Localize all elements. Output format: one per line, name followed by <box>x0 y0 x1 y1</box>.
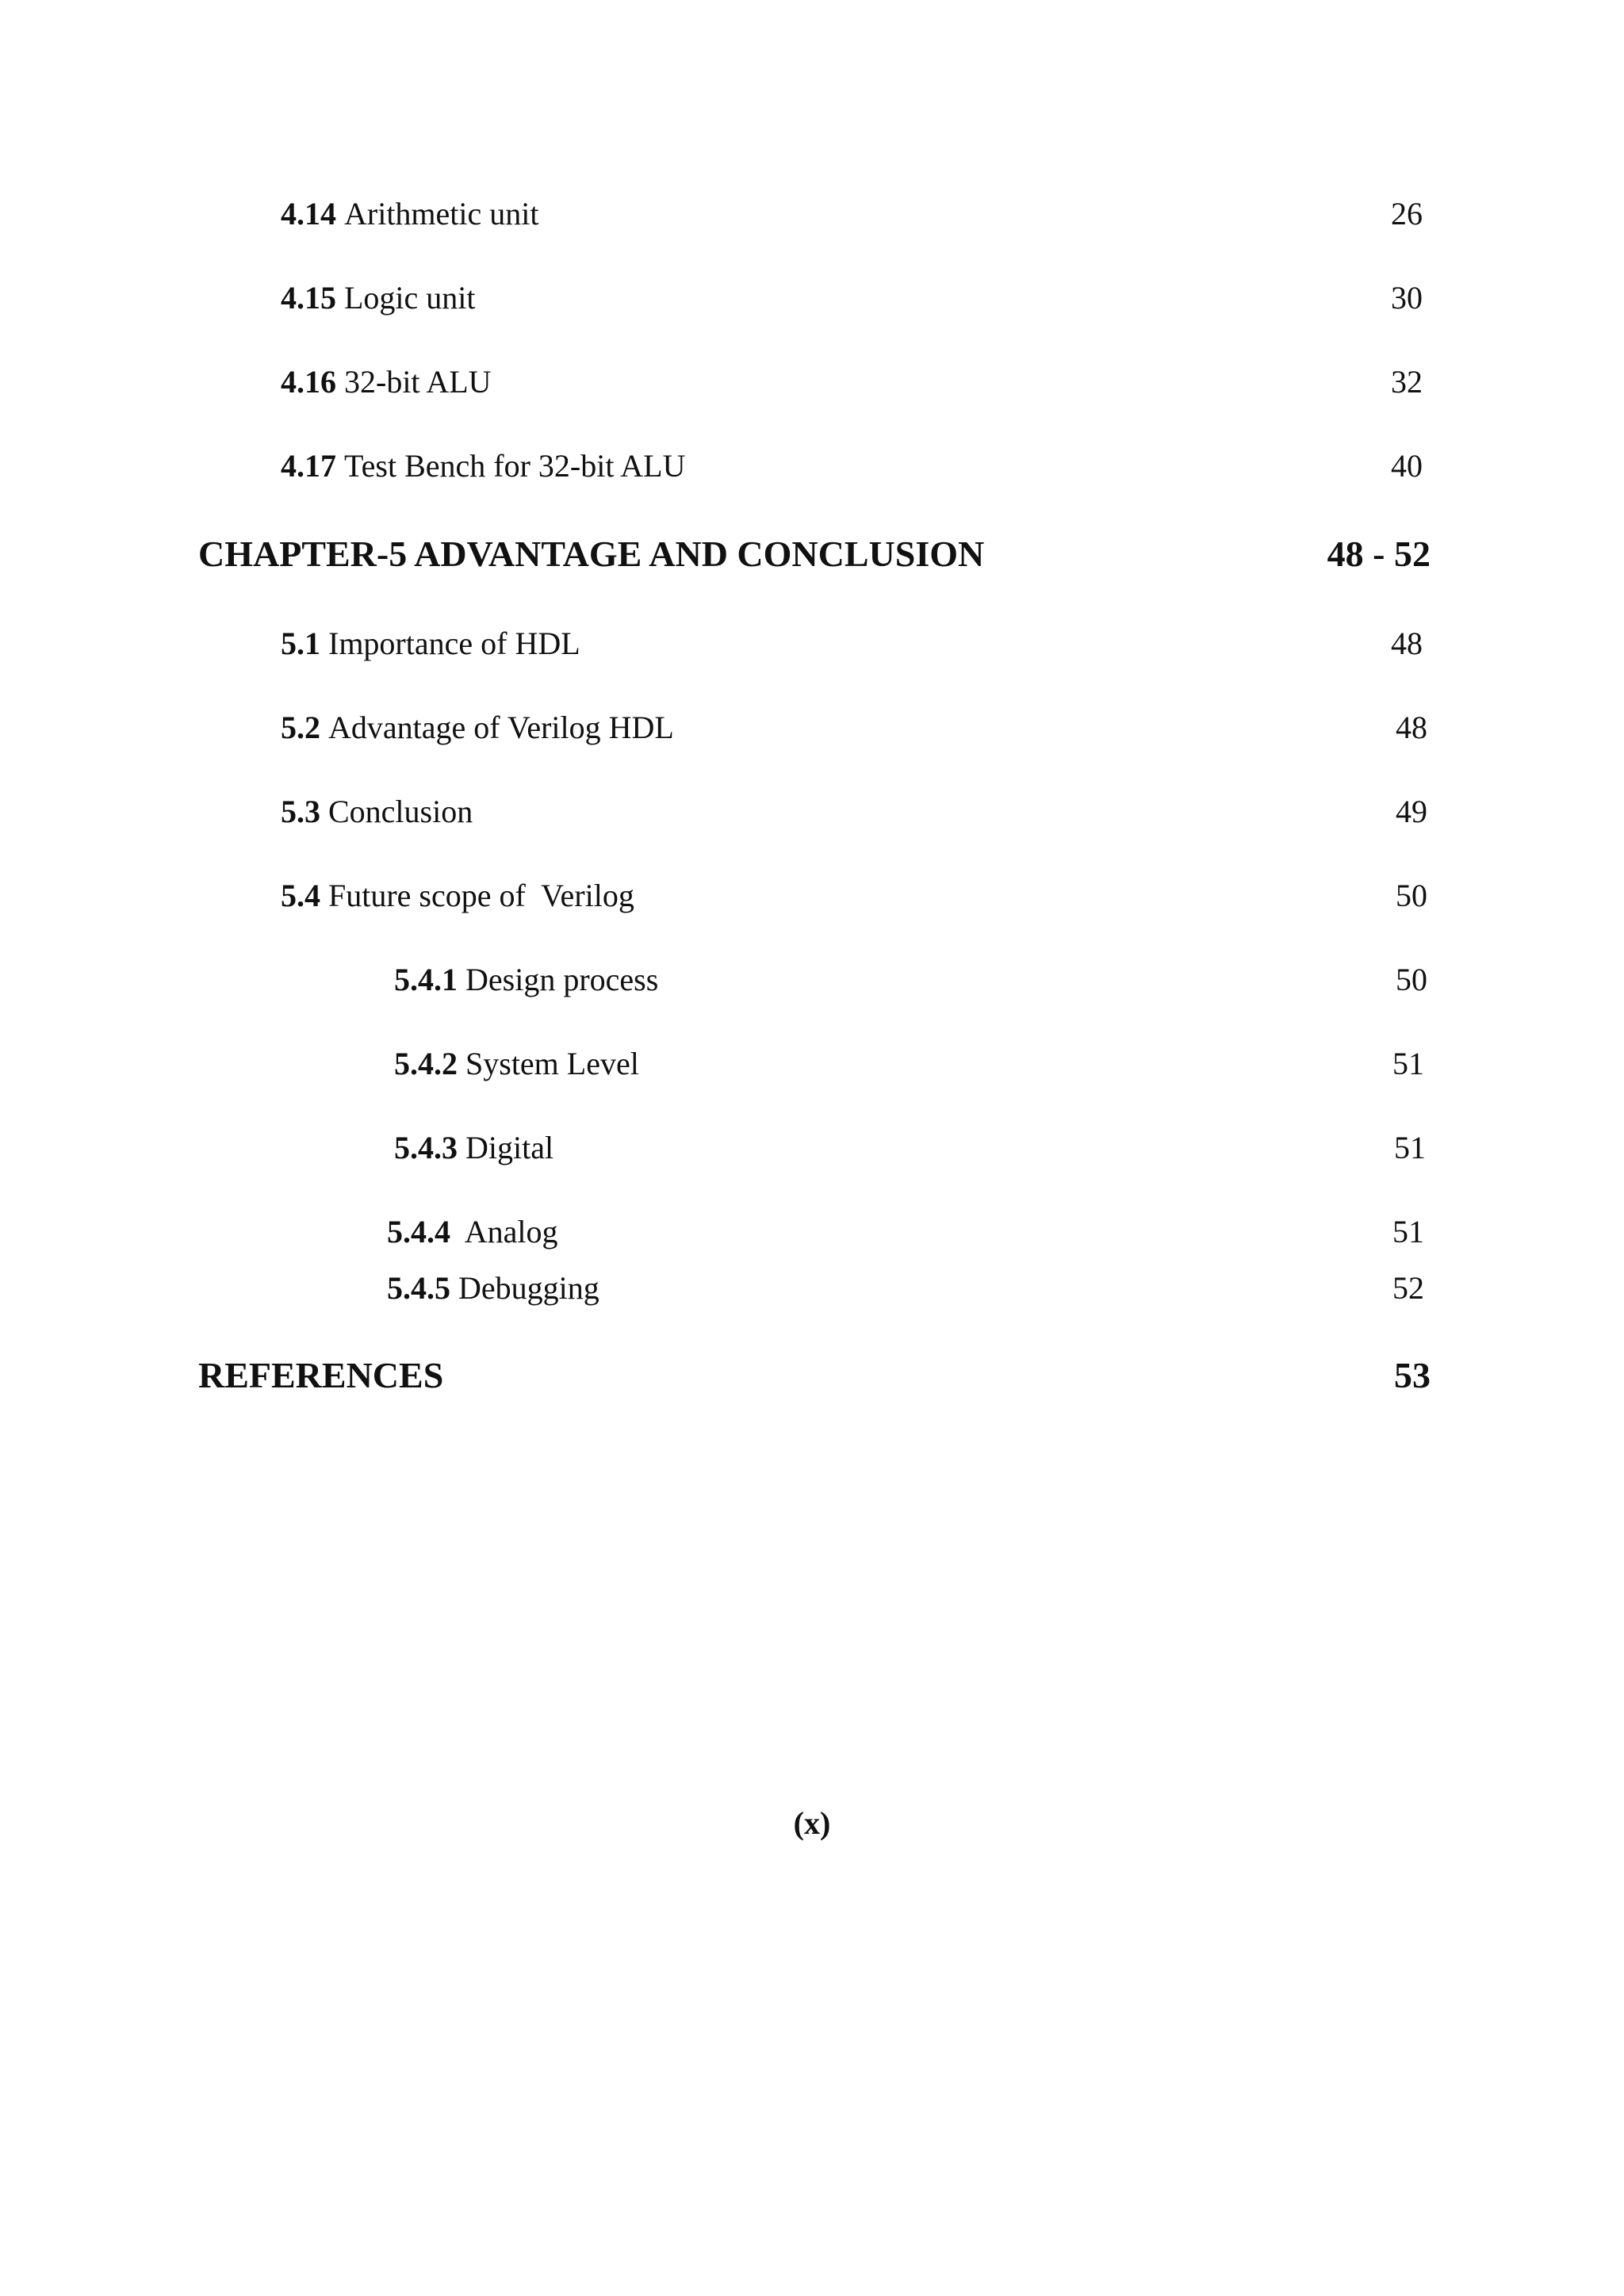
toc-entry-5-1 <box>281 625 1423 662</box>
section-number: 4.17 <box>281 448 336 484</box>
section-number: 4.16 <box>281 364 336 400</box>
chapter-title: CHAPTER-5 ADVANTAGE AND CONCLUSION <box>198 534 985 574</box>
page-number: 49 <box>1396 794 1427 829</box>
section-number: 5.4.5 <box>387 1270 450 1306</box>
section-title: Advantage of Verilog HDL <box>328 710 674 745</box>
toc-entry-label <box>387 1213 558 1250</box>
section-number: 5.4 <box>281 878 320 913</box>
section-number: 5.4.4 <box>387 1214 450 1249</box>
section-title: Importance of HDL <box>328 626 580 661</box>
toc-entry-4-14 <box>281 195 1423 232</box>
toc-entry-5-4-4 <box>387 1213 1424 1250</box>
section-title: Test Bench for 32-bit ALU <box>344 448 686 484</box>
toc-entry-label <box>394 961 658 998</box>
page-number: 51 <box>1394 1130 1426 1165</box>
references-page: 53 <box>1394 1355 1431 1395</box>
section-number: 5.4.3 <box>394 1130 458 1165</box>
section-title: Future scope of Verilog <box>328 878 634 913</box>
toc-entry-label <box>281 363 492 400</box>
toc-entry-5-4-3 <box>394 1129 1426 1166</box>
toc-entry-label <box>394 1129 553 1166</box>
section-title: Analog <box>458 1214 558 1249</box>
section-title: Arithmetic unit <box>344 196 539 232</box>
section-number: 5.3 <box>281 794 320 829</box>
toc-entry-label <box>281 625 580 662</box>
page-number: 51 <box>1392 1214 1424 1249</box>
references-title: REFERENCES <box>198 1355 444 1395</box>
page-number: 48 <box>1396 710 1427 745</box>
toc-entry-label <box>394 1045 639 1082</box>
toc-chapter-5 <box>198 533 1431 575</box>
toc-entry-label <box>281 709 674 746</box>
section-title: 32-bit ALU <box>344 364 492 400</box>
toc-entry-5-3 <box>281 793 1427 830</box>
section-title: Logic unit <box>344 280 476 316</box>
section-number: 5.1 <box>281 626 320 661</box>
toc-entry-5-4-1 <box>394 961 1427 998</box>
toc-entry-5-2 <box>281 709 1427 746</box>
page-label: (x) <box>793 1805 831 1841</box>
section-number: 5.4.2 <box>394 1046 458 1081</box>
section-title: Conclusion <box>328 794 473 829</box>
toc-entry-label <box>281 447 685 484</box>
section-title: Debugging <box>458 1270 599 1306</box>
page-number: 50 <box>1396 878 1427 913</box>
toc-entry-4-16 <box>281 363 1423 400</box>
toc-entry-label <box>281 793 473 830</box>
toc-entry-label <box>281 877 634 914</box>
toc-references <box>198 1354 1431 1396</box>
section-number: 5.2 <box>281 710 320 745</box>
section-number: 4.14 <box>281 196 336 232</box>
section-number: 4.15 <box>281 280 336 316</box>
page-number: 40 <box>1391 448 1423 484</box>
toc-entry-5-4-5 <box>387 1269 1424 1307</box>
section-number: 5.4.1 <box>394 962 458 997</box>
toc-entry-5-4 <box>281 877 1427 914</box>
toc-entry-4-17 <box>281 447 1423 484</box>
toc-entry-label <box>281 279 476 316</box>
section-title: Digital <box>465 1130 554 1165</box>
page-number: 50 <box>1396 962 1427 997</box>
page-number: 30 <box>1391 280 1423 316</box>
section-title: System Level <box>465 1046 639 1081</box>
toc-entry-5-4-2 <box>394 1045 1424 1082</box>
toc-entry-label <box>281 195 539 232</box>
page-number: 32 <box>1391 364 1423 400</box>
page-number: 26 <box>1391 196 1423 232</box>
page-number: 51 <box>1392 1046 1424 1081</box>
toc-entry-label <box>387 1269 599 1307</box>
page-number: 52 <box>1392 1270 1424 1306</box>
chapter-page-range: 48 - 52 <box>1327 534 1431 574</box>
section-title: Design process <box>465 962 659 997</box>
page-number: 48 <box>1391 626 1423 661</box>
toc-entry-4-15 <box>281 279 1423 316</box>
